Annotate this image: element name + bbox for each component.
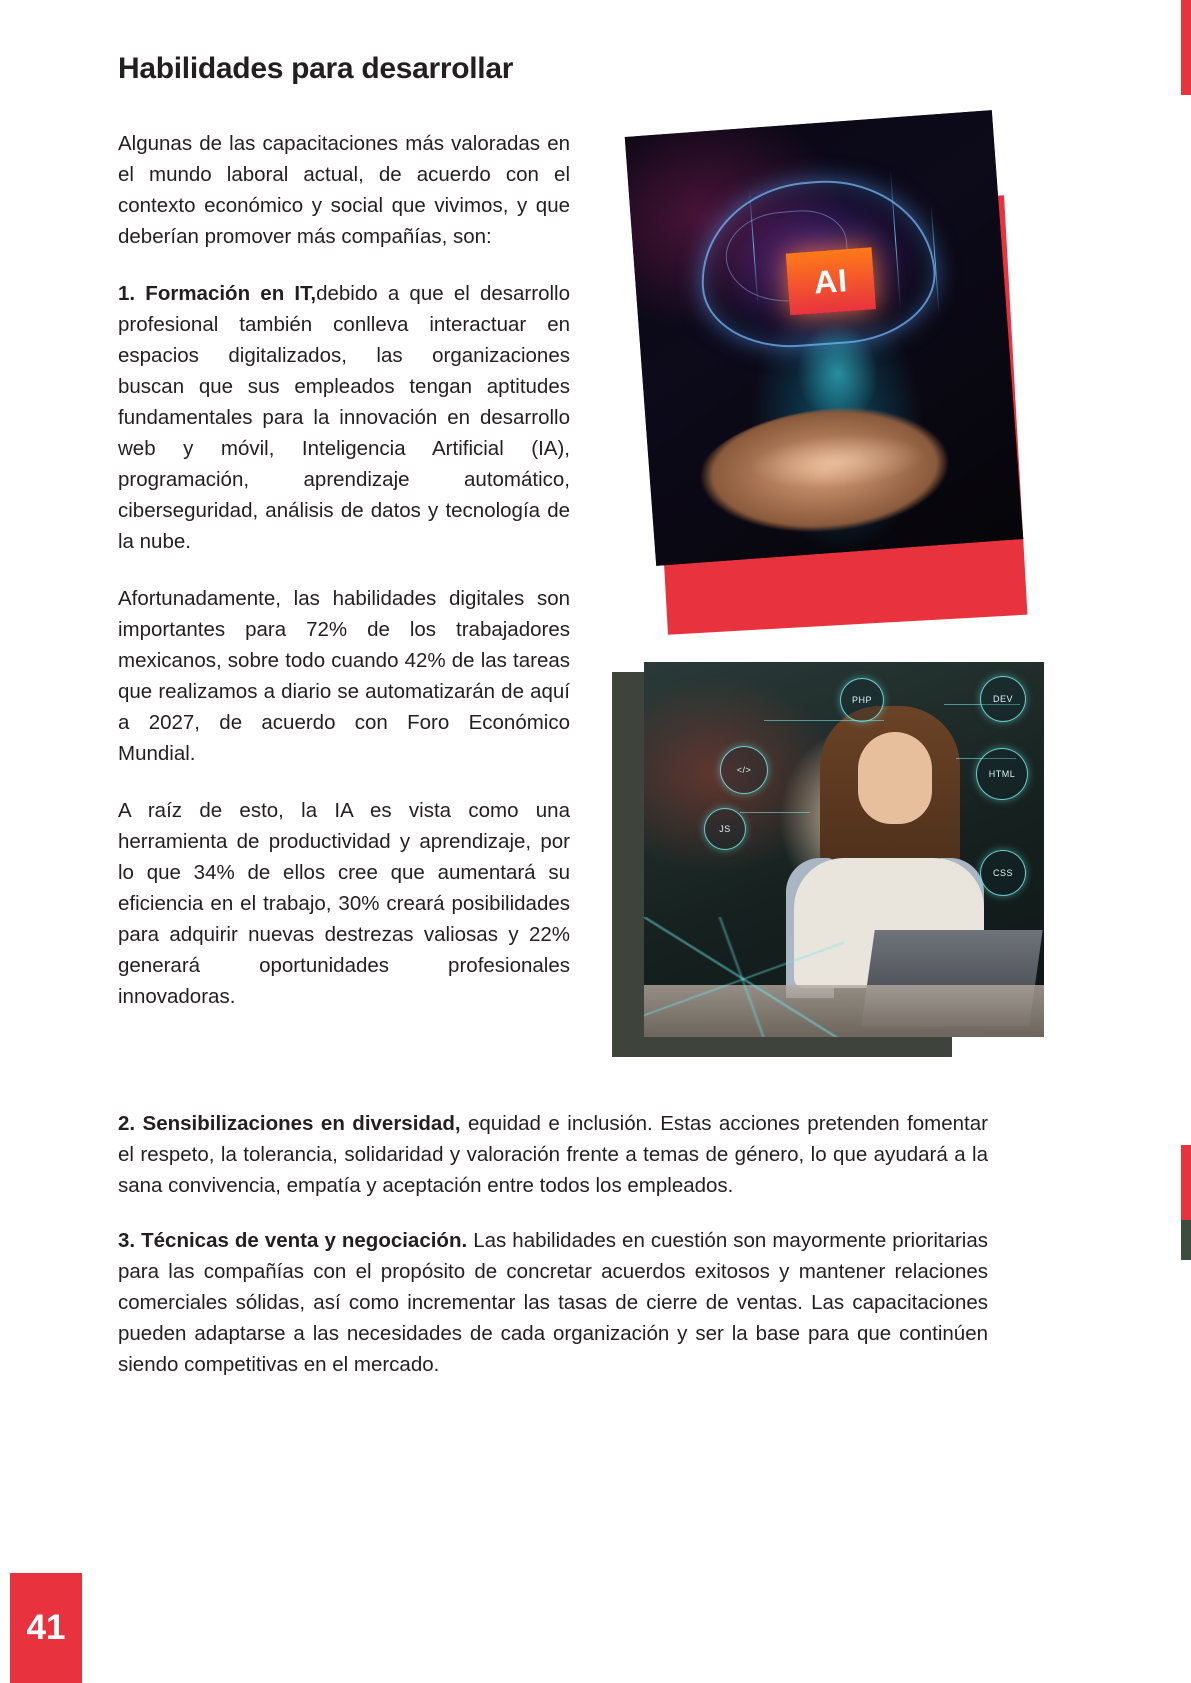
ai-chip-label: AI xyxy=(812,261,850,301)
item-3-lead: 3. Técnicas de venta y negociación. xyxy=(118,1229,468,1252)
network-link xyxy=(740,812,810,813)
face-shape xyxy=(858,732,932,824)
figure-woman-laptop xyxy=(600,650,1050,1070)
paragraph-item-2 xyxy=(118,1108,988,1201)
edge-strip-white-upper xyxy=(1181,95,1191,1145)
page-title: Habilidades para desarrollar xyxy=(118,52,514,85)
item-1-body: debido a que el desarrollo profesional también conlleva interactuar en espacios digitalizados, las organizaciones buscan que sus empleados tengan aptitudes fundamentales para la innovación en desarrollo web y móvil, Inteligencia Artificial (IA), programación, aprendizaje automático, ciberseguridad, análisis de datos y tecnología de la nube. xyxy=(118,282,571,553)
figure-woman-laptop-scene xyxy=(644,662,1044,1037)
edge-strip-red-middle xyxy=(1181,1145,1191,1220)
network-wires xyxy=(644,917,844,1037)
ai-chip-icon xyxy=(786,247,876,315)
figure-ai-brain-scene xyxy=(625,110,1024,566)
network-node-dev: DEV xyxy=(980,676,1026,722)
full-width-column xyxy=(118,1108,988,1404)
left-margin-rule xyxy=(82,0,84,1683)
item-2-lead: 2. Sensibilizaciones en diversidad, xyxy=(118,1112,461,1135)
network-node-php: PHP xyxy=(840,678,884,722)
paragraph-stats: Afortunadamente, las habilidades digitales son importantes para 72% de los trabajadores mexicanos, sobre todo cuando 42% de las tareas que realizamos a diario se automatizarán de aquí a 2027, de acuerdo con Foro Económico Mundial. xyxy=(118,587,570,765)
item-3-body: Las habilidades en cuestión son mayormente prioritarias para las compañías con el propósito de concretar acuerdos exitosos y mantener relaciones comerciales sólidas, así como incrementar las tasas de cierre de ventas. Las capacitaciones pueden adaptarse a las necesidades de cada organización y ser la base para que continúen siendo competitivas en el mercado. xyxy=(118,1229,989,1376)
paragraph-item-1 xyxy=(118,278,570,557)
network-node-css: CSS xyxy=(980,850,1026,896)
figure-woman-laptop-image xyxy=(644,662,1044,1037)
edge-strip-white-lower xyxy=(1181,1260,1191,1683)
left-column xyxy=(118,128,570,1038)
hand-illustration xyxy=(686,397,996,566)
network-node-js: JS xyxy=(704,808,746,850)
page-number-badge: 41 xyxy=(10,1573,82,1683)
figure-ai-brain-image xyxy=(625,110,1024,566)
figure-ai-brain xyxy=(612,115,1032,615)
edge-strip-green xyxy=(1181,1220,1191,1260)
network-node-code: </> xyxy=(720,746,768,794)
item-1-lead: 1. Formación en IT, xyxy=(118,282,317,305)
page-header xyxy=(118,52,988,120)
edge-strip-red-top xyxy=(1181,0,1191,95)
paragraph-intro: Algunas de las capacitaciones más valoradas en el mundo laboral actual, de acuerdo con el contexto económico y social que vivimos, y que deberían promover más compañías, son: xyxy=(118,132,570,248)
paragraph-item-3 xyxy=(118,1225,988,1380)
item-2-body: equidad e inclusión. Estas acciones pretenden fomentar el respeto, la tolerancia, solidaridad y valoración frente a temas de género, lo que ayudará a la sana convivencia, empatía y aceptación entre todos los empleados. xyxy=(118,1112,988,1197)
paragraph-ia-tool: A raíz de esto, la IA es vista como una herramienta de productividad y aprendizaje, por lo que 34% de ellos cree que aumentará su eficiencia en el trabajo, 30% creará posibilidades para adquirir nuevas destrezas valiosas y 22% generará oportunidades profesionales innovadoras. xyxy=(118,799,570,1008)
network-node-html: HTML xyxy=(976,748,1028,800)
